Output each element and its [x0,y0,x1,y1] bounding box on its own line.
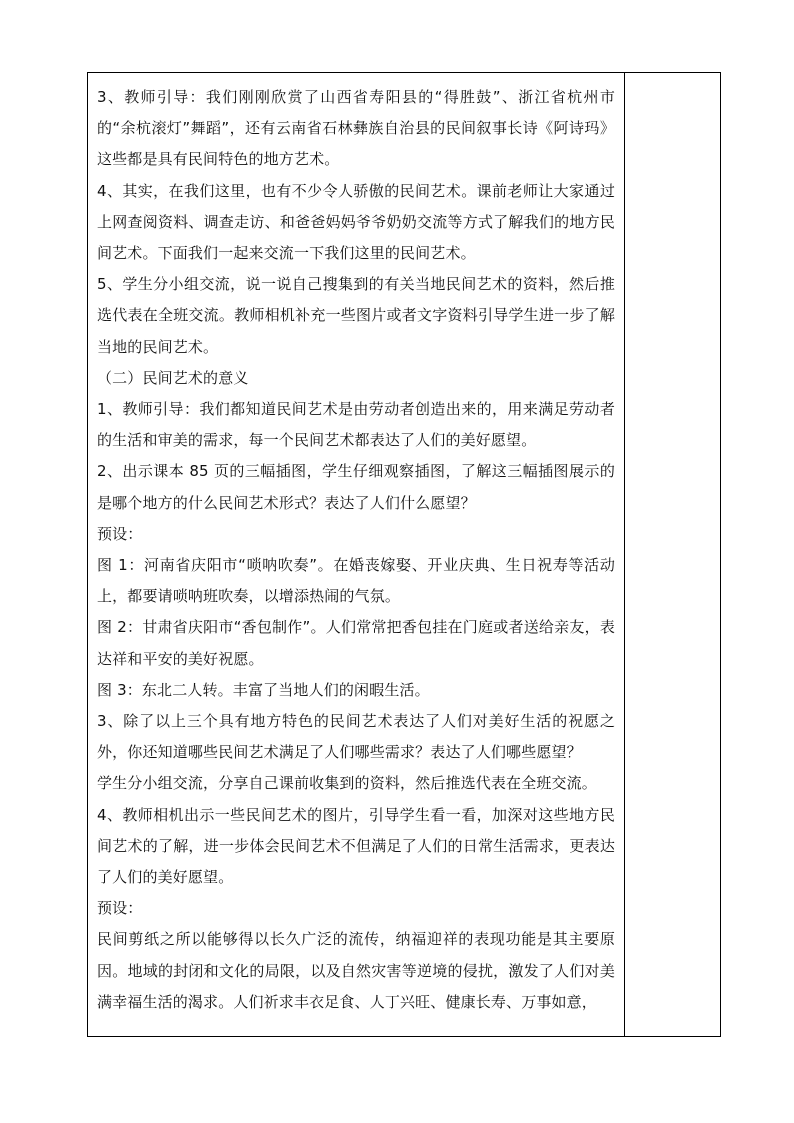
content-cell [88,73,625,1037]
paragraph-question-3: 3、除了以上三个具有地方特色的民间艺术表达了人们对美好生活的祝愿之外，你还知道哪些民间艺术满足了人们哪些需求？表达了人们哪些愿望？ [97,712,615,762]
paragraph-paper-cutting: 民间剪纸之所以能够得以长久广泛的流传，纳福迎祥的表现功能是其主要原因。地域的封闭和文化的局限，以及自然灾害等逆境的侵扰，激发了人们对美满幸福生活的渴求。人们祈求丰衣足食、人丁兴旺、健康长寿、万事如意， [97,930,615,1011]
paragraph-figure-2: 图 2：甘肃省庆阳市“香包制作”。人们常常把香包挂在门庭或者送给亲友，表达祥和平安的美好祝愿。 [97,618,615,668]
paragraph-teacher-show-4: 4、教师相机出示一些民间艺术的图片，引导学生看一看，加深对这些地方民间艺术的了解，进一步体会民间艺术不但满足了人们的日常生活需求，更表达了人们的美好愿望。 [97,805,615,887]
paragraph-figure-1: 图 1：河南省庆阳市“唢呐吹奏”。在婚丧嫁娶、开业庆典、生日祝寿等活动上，都要请唢呐班吹奏，以增添热闹的气氛。 [97,556,615,606]
paragraph-teacher-guide-1: 1、教师引导：我们都知道民间艺术是由劳动者创造出来的，用来满足劳动者的生活和审美的需求，每一个民间艺术都表达了人们的美好愿望。 [97,400,615,450]
paragraph-teacher-guide-3: 3、教师引导：我们刚刚欣赏了山西省寿阳县的“得胜鼓”、浙江省杭州市的“余杭滚灯”舞蹈”，还有云南省石林彝族自治县的民间叙事长诗《阿诗玛》这些都是具有民间特色的地方艺术。 [97,88,615,169]
notes-cell [625,73,721,1037]
lesson-plan-table [87,72,721,1037]
paragraph-preset-label-2: 预设： [97,899,143,918]
lesson-content [88,73,624,1018]
table-row [88,73,721,1037]
paragraph-figure-3: 图 3：东北二人转。丰富了当地人们的闲暇生活。 [97,680,430,699]
paragraph-illustrations-2: 2、出示课本 85 页的三幅插图，学生仔细观察插图，了解这三幅插图展示的是哪个地方的什么民间艺术形式？表达了人们什么愿望？ [97,462,615,512]
paragraph-group-exchange-5: 5、学生分小组交流，说一说自己搜集到的有关当地民间艺术的资料，然后推选代表在全班交流。教师相机补充一些图片或者文字资料引导学生进一步了解当地的民间艺术。 [97,275,615,356]
paragraph-preset-label: 预设： [97,524,143,543]
section-heading-meaning: （二）民间艺术的意义 [97,368,249,387]
paragraph-student-exchange: 学生分小组交流，分享自己课前收集到的资料，然后推选代表在全班交流。 [97,774,597,793]
paragraph-local-art-4: 4、其实，在我们这里，也有不少令人骄傲的民间艺术。课前老师让大家通过上网查阅资料、调查走访、和爸爸妈妈爷爷奶奶交流等方式了解我们的地方民间艺术。下面我们一起来交流一下我们这里的民间艺术。 [97,181,615,263]
